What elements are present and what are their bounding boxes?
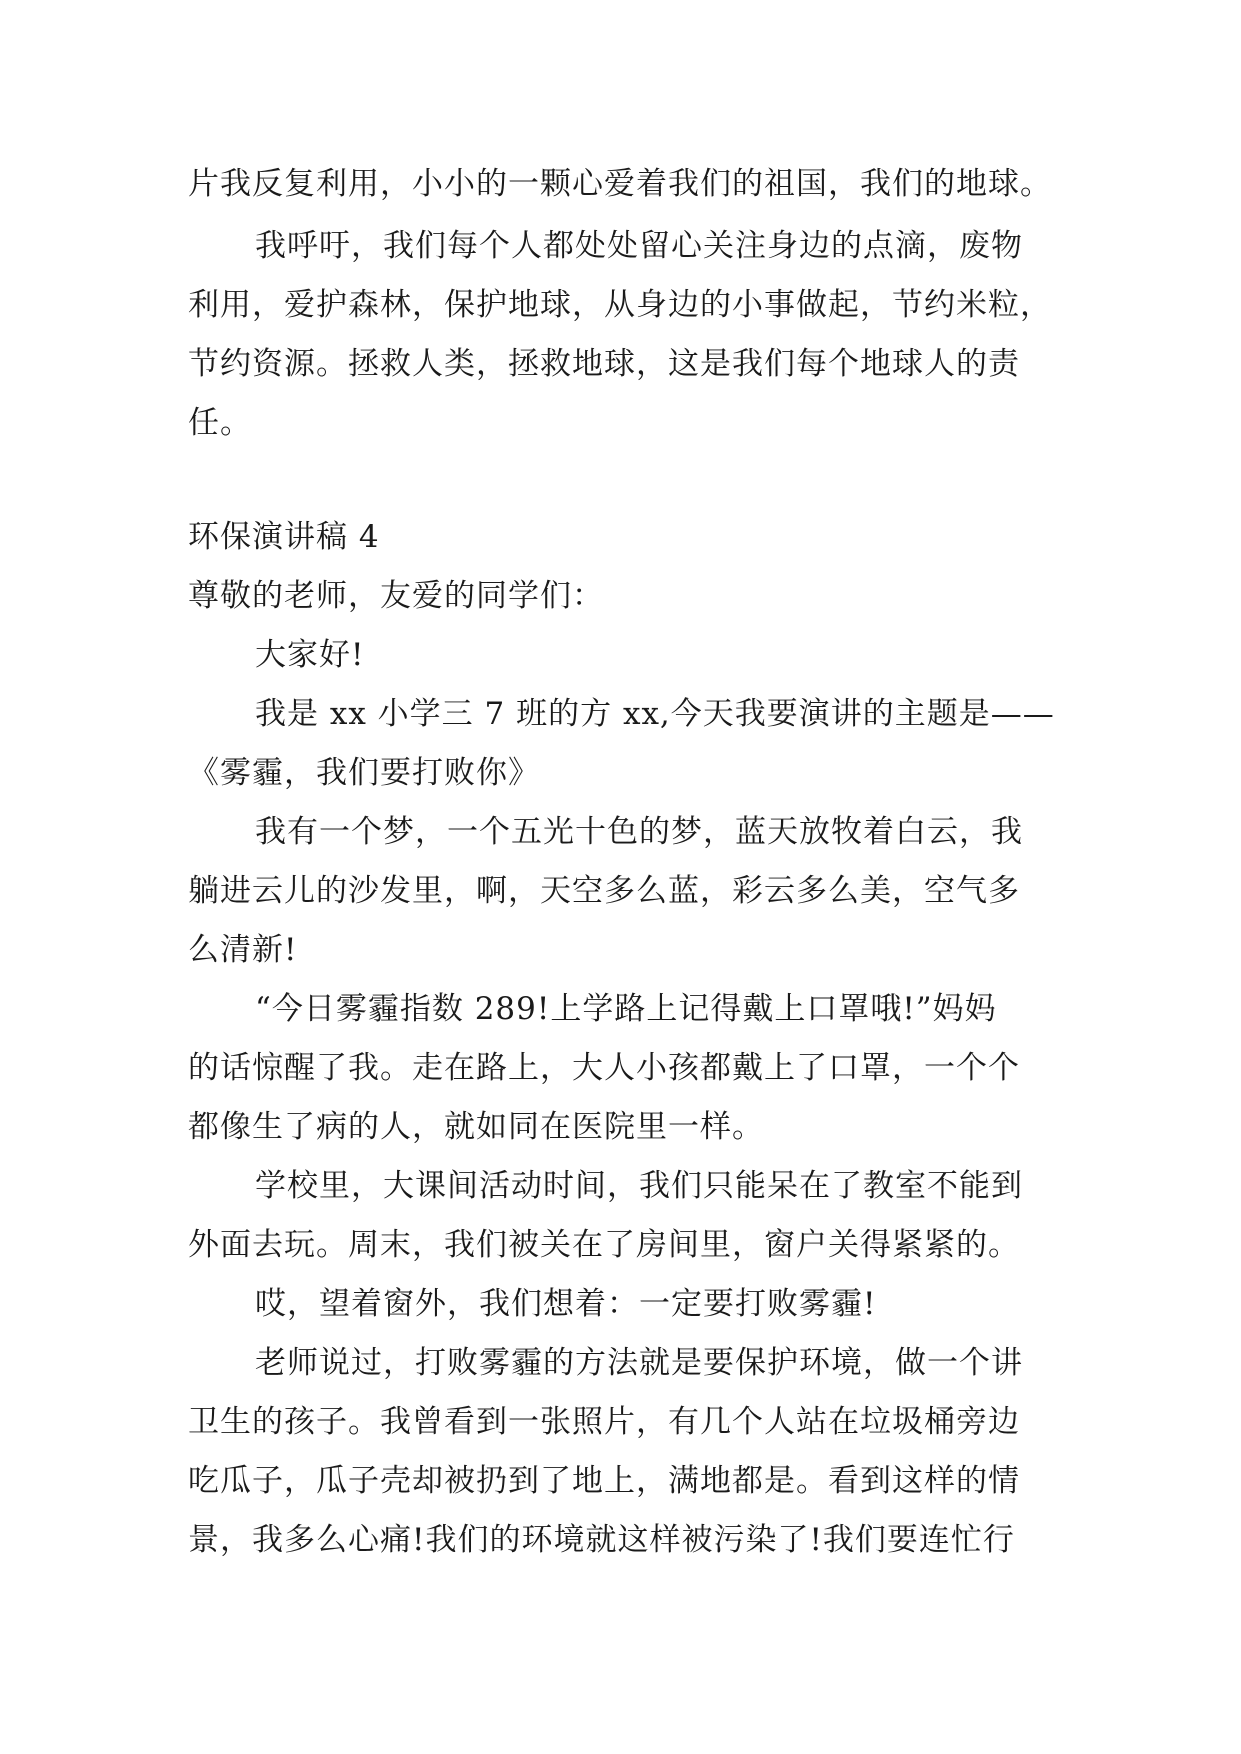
paragraph-line: 的话惊醒了我。走在路上，大人小孩都戴上了口罩，一个个 [188,1050,1020,1086]
paragraph-line: “今日雾霾指数 289!上学路上记得戴上口罩哦!”妈妈 [255,991,997,1027]
paragraph-line: 老师说过，打败雾霾的方法就是要保护环境，做一个讲 [255,1345,1023,1381]
paragraph-line: 么清新! [188,932,298,968]
greeting: 大家好! [255,637,365,673]
paragraph-line: 卫生的孩子。我曾看到一张照片，有几个人站在垃圾桶旁边 [188,1404,1020,1440]
paragraph-line: 吃瓜子，瓜子壳却被扔到了地上，满地都是。看到这样的情 [188,1463,1020,1499]
paragraph-line: 哎，望着窗外，我们想着：一定要打败雾霾! [255,1286,877,1322]
paragraph-line: 利用，爱护森林，保护地球，从身边的小事做起，节约米粒， [188,287,1052,323]
paragraph-line: 我有一个梦，一个五光十色的梦，蓝天放牧着白云，我 [255,814,1023,850]
section-title: 环保演讲稿 4 [188,519,380,555]
paragraph-line: 学校里，大课间活动时间，我们只能呆在了教室不能到 [255,1168,1023,1204]
paragraph-line: 我是 xx 小学三 7 班的方 xx,今天我要演讲的主题是—— [255,696,1055,732]
paragraph-line: 外面去玩。周末，我们被关在了房间里，窗户关得紧紧的。 [188,1227,1020,1263]
paragraph-line: 景，我多么心痛!我们的环境就这样被污染了!我们要连忙行 [188,1522,1015,1558]
salutation: 尊敬的老师，友爱的同学们： [188,578,604,614]
paragraph-line: 节约资源。拯救人类，拯救地球，这是我们每个地球人的责 [188,346,1020,382]
paragraph-line: 片我反复利用，小小的一颗心爱着我们的祖国，我们的地球。 [188,166,1052,202]
paragraph-line: 躺进云儿的沙发里，啊，天空多么蓝，彩云多么美，空气多 [188,873,1020,909]
paragraph-line: 任。 [188,405,252,441]
paragraph-line: 我呼吁，我们每个人都处处留心关注身边的点滴，废物 [255,228,1023,264]
speech-topic: 《雾霾，我们要打败你》 [188,755,540,791]
paragraph-line: 都像生了病的人，就如同在医院里一样。 [188,1109,764,1145]
